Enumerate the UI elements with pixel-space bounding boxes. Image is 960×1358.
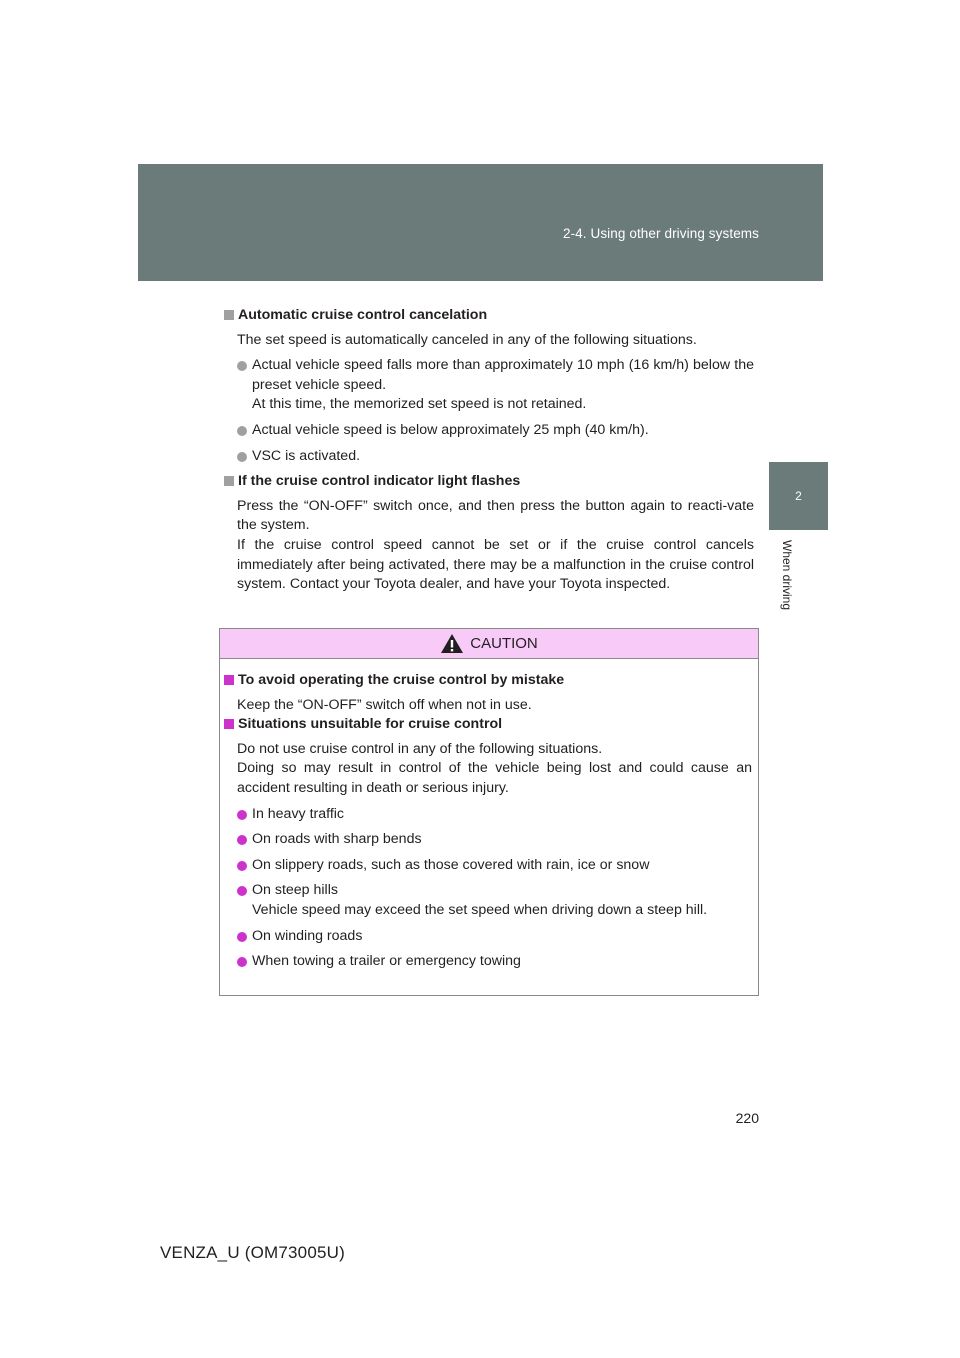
list-item: In heavy traffic	[237, 805, 752, 825]
caution-item-title: Situations unsuitable for cruise control	[224, 715, 752, 735]
footer-code: VENZA_U (OM73005U)	[160, 1243, 345, 1262]
bullet-dot-icon	[237, 361, 247, 371]
bullet-dot-icon	[237, 835, 247, 845]
section-paragraph: If the cruise control speed cannot be set or if the cruise control cancels immediately after being activated, there may be a malfunction in the cruise control system. Contact your Toyota dealer, and have your Toyota inspected.	[237, 536, 754, 593]
section-heading: If the cruise control indicator light flashes	[224, 472, 754, 492]
caution-box	[219, 628, 759, 996]
bullet-dot-icon	[237, 932, 247, 942]
section-cancelation	[224, 306, 754, 466]
list-item: On steep hills Vehicle speed may exceed the set speed when driving down a steep hill.	[237, 881, 752, 920]
list-item: VSC is activated.	[237, 447, 754, 467]
bullet-dot-icon	[237, 452, 247, 462]
cancel-conditions-list	[237, 356, 754, 466]
list-item: On roads with sharp bends	[237, 830, 752, 850]
list-item: Actual vehicle speed is below approximately 25 mph (40 km/h).	[237, 421, 754, 441]
bullet-dot-icon	[237, 861, 247, 871]
section-title: 2-4. Using other driving systems	[562, 226, 759, 241]
header-bar	[138, 164, 823, 281]
list-item: When towing a trailer or emergency towing	[237, 952, 752, 972]
caution-item-text: Do not use cruise control in any of the following situations.	[237, 740, 603, 757]
section-indicator-flashes	[224, 472, 754, 595]
bullet-note: At this time, the memorized set speed is not retained.	[252, 396, 587, 413]
warning-triangle-icon	[440, 633, 464, 654]
list-item: On slippery roads, such as those covered with rain, ice or snow	[237, 856, 752, 876]
bullet-note: Vehicle speed may exceed the set speed when driving down a steep hill.	[252, 901, 708, 918]
caution-body	[220, 659, 758, 972]
square-bullet-icon	[224, 476, 234, 486]
section-intro: The set speed is automatically canceled in any of the following situations.	[237, 331, 697, 348]
square-bullet-icon	[224, 310, 234, 320]
caution-header	[220, 629, 758, 659]
bullet-dot-icon	[237, 957, 247, 967]
page-number: 220	[735, 1110, 759, 1126]
caution-item-text: Doing so may result in control of the vehicle being lost and could cause an accident resulting in death or serious injury.	[237, 760, 752, 796]
caution-item-text: Keep the “ON-OFF” switch off when not in use.	[237, 696, 532, 713]
square-bullet-icon	[224, 675, 234, 685]
chapter-tab: 2	[769, 462, 828, 530]
list-item: Actual vehicle speed falls more than approximately 10 mph (16 km/h) below the preset vehicle speed. At this time, the memorized set speed is not retained.	[237, 356, 754, 415]
caution-item-title: To avoid operating the cruise control by mistake	[224, 671, 752, 691]
main-content	[224, 306, 754, 595]
square-bullet-icon	[224, 719, 234, 729]
section-heading: Automatic cruise control cancelation	[224, 306, 754, 326]
bullet-dot-icon	[237, 810, 247, 820]
bullet-dot-icon	[237, 886, 247, 896]
list-item: On winding roads	[237, 927, 752, 947]
unsuitable-situations-list	[237, 805, 752, 972]
chapter-label: When driving	[780, 540, 794, 611]
section-paragraph: Press the “ON-OFF” switch once, and then press the button again to reacti-vate the system.	[237, 497, 754, 534]
caution-heading: CAUTION	[470, 635, 538, 652]
bullet-dot-icon	[237, 426, 247, 436]
